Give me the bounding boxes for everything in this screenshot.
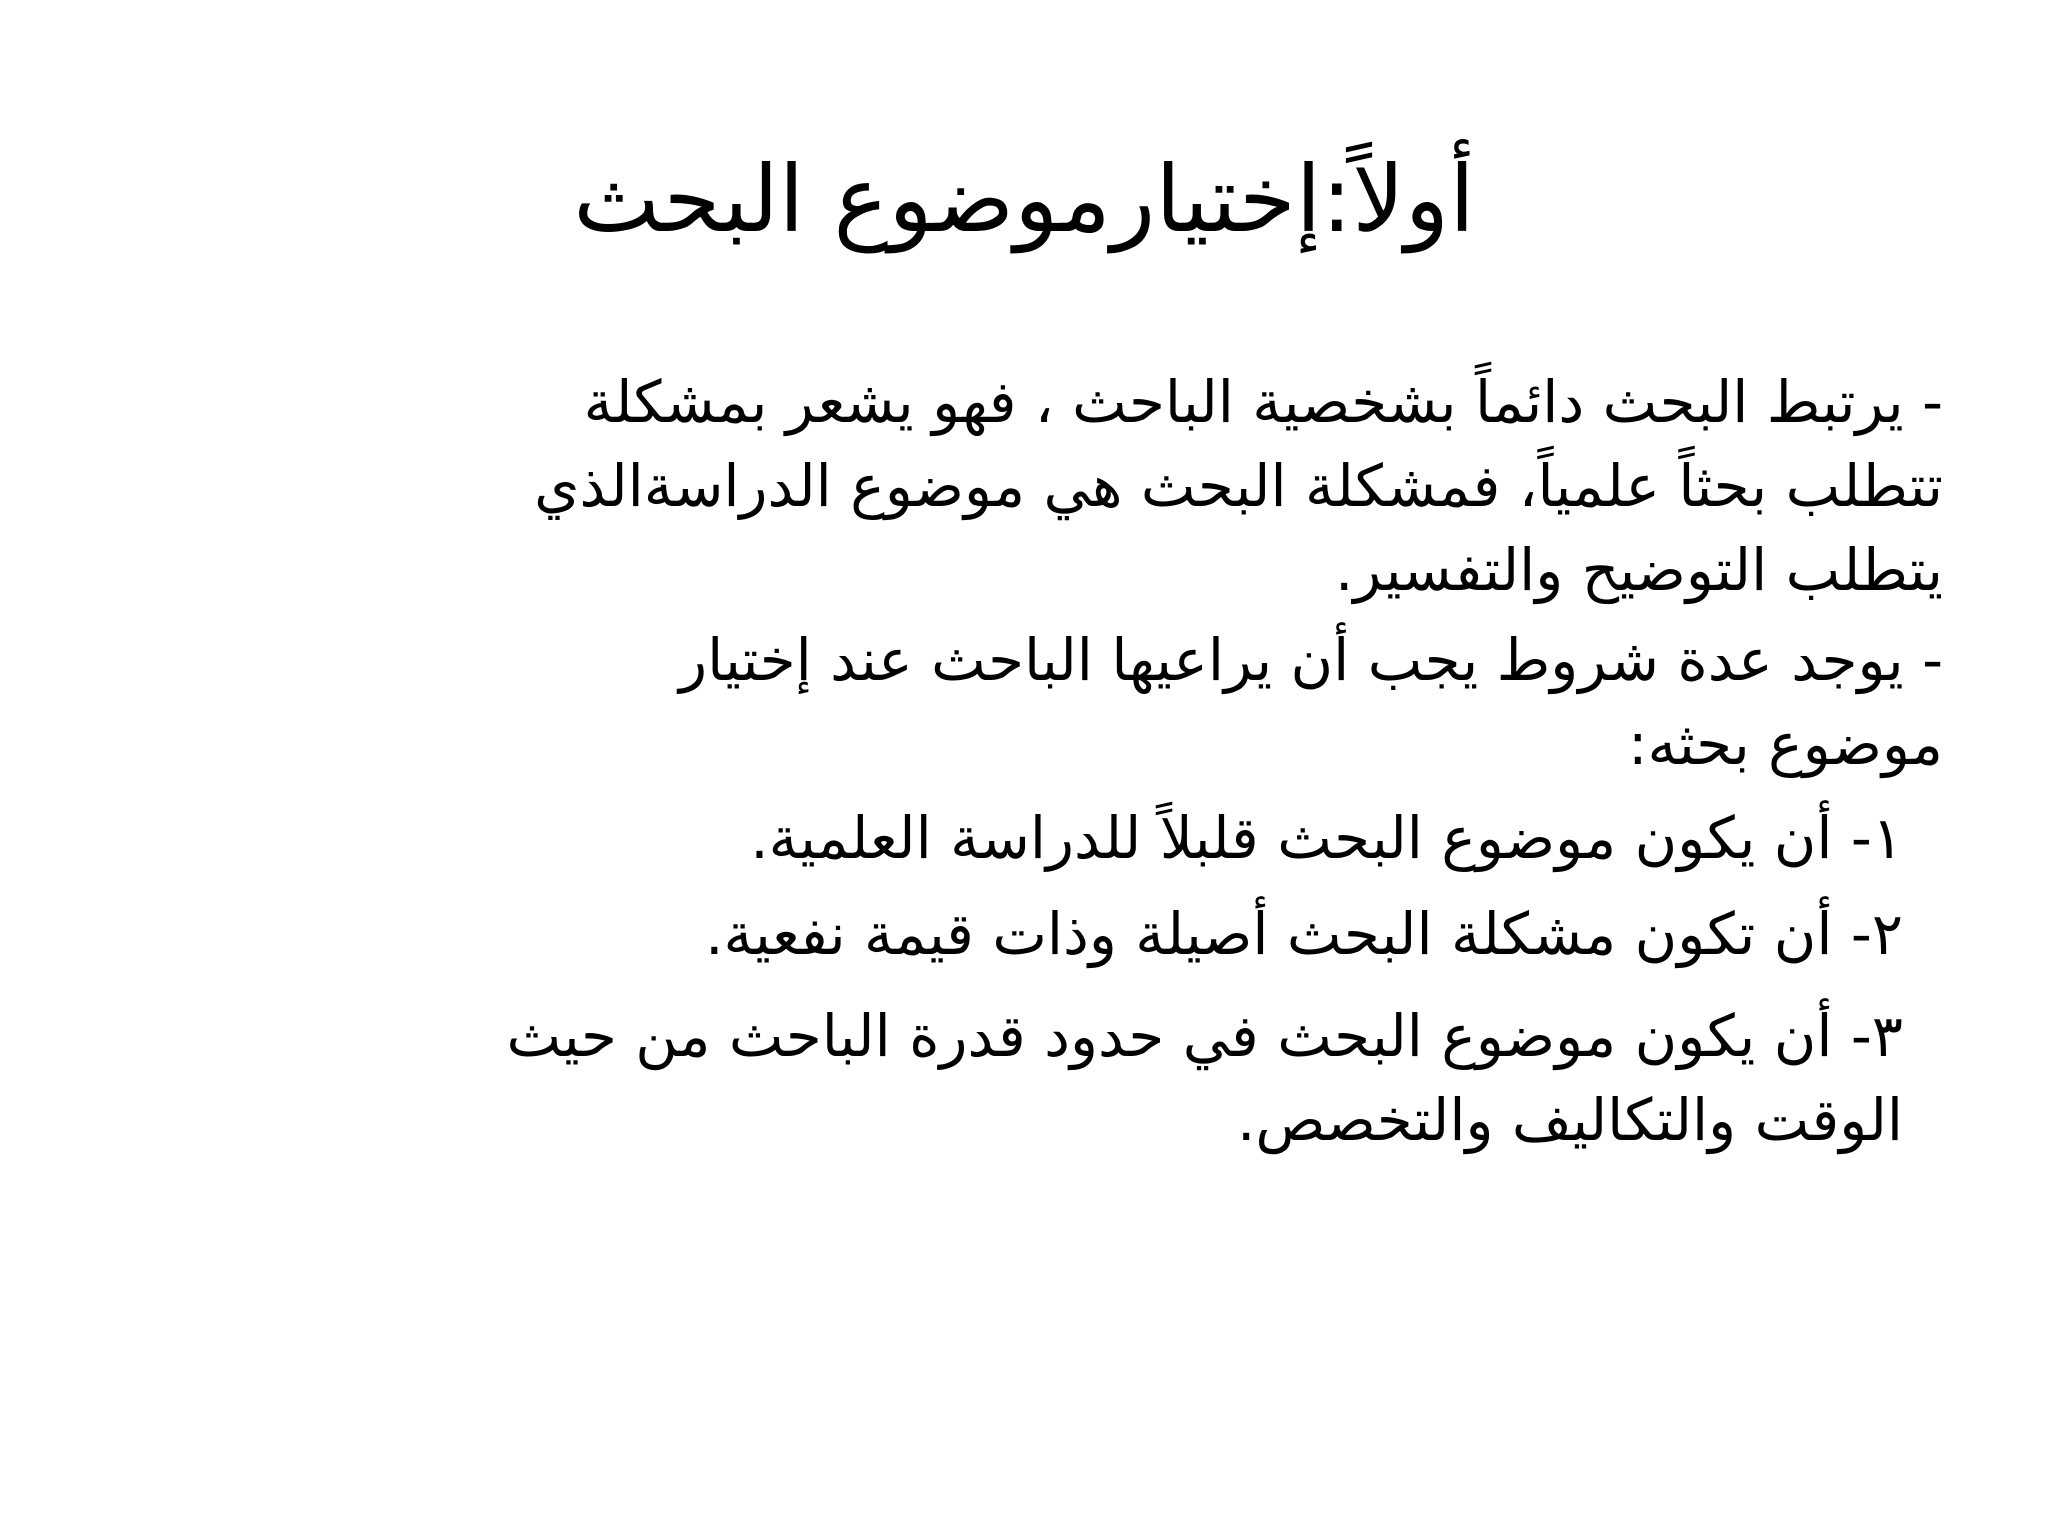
condition-item-1: ١- أن يكون موضوع البحث قلبلاً للدراسة العلمية.	[750, 804, 1903, 872]
slide-title: أولاً:إختيارموضوع البحث	[573, 146, 1475, 253]
paragraph-research-personality: - يرتبط البحث دائماً بشخصية الباحث ، فهو يشعر بمشكلة تتطلب بحثاً علمياً، فمشكلة البحث هي موضوع الدراسةالذي يتطلب التوضيح والتفسير.	[534, 368, 1943, 604]
paragraph-conditions-intro: - يوجد عدة شروط يجب أن يراعيها الباحث عند إختيار موضوع بحثه:	[679, 626, 1943, 778]
condition-item-3: ٣- أن يكون موضوع البحث في حدود قدرة الباحث من حيث الوقت والتكاليف والتخصص.	[506, 1002, 1903, 1154]
slide-body	[140, 360, 1943, 1162]
condition-item-2: ٢- أن تكون مشكلة البحث أصيلة وذات قيمة نفعية.	[705, 900, 1903, 968]
